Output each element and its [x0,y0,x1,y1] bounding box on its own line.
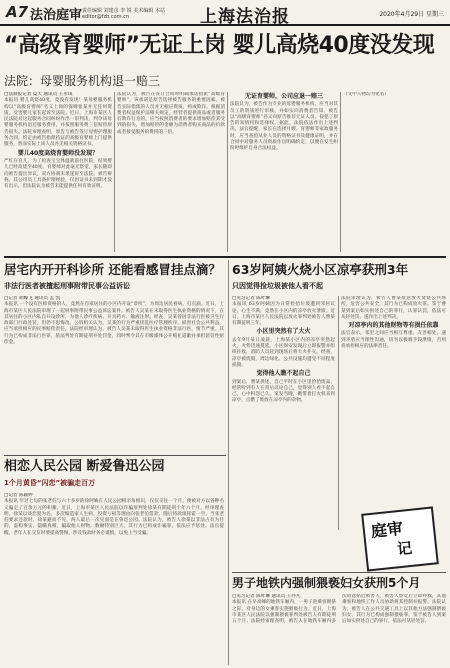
fire-body-e: 法官表示，邻里之间应当相互尊重、友善相处，遇到矛盾应当理性沟通，切勿以极端手段泄愤，否则将承担相应的法律责任。 [341,331,446,350]
lead-column-2 [117,92,225,252]
column-divider [114,92,115,252]
lead-note: （文中人物均为化名） [343,92,389,97]
column-divider [228,260,229,665]
fire-column-2 [341,296,446,508]
metro-body [232,594,446,665]
clinic-headline: 居宅内开开科诊所 还能看感冒挂点滴？ [4,262,221,277]
stamp-text: 庭审 [370,518,404,541]
column-stamp-logo [361,506,439,571]
section-divider [232,572,446,573]
elder-byline: □记者 陈颖婷 [4,493,33,498]
lead-body-d: 法院认为，被告作为专业的母婴服务机构，应当对其员工的资质进行审核，并如实向消费者告知。被告以“高级育婴师”名义向原告推荐无证人员，侵犯了原告的知情权和选择权。据此，法院依法作出上述判决。法官提醒，家长在选择月嫂、育婴师等家政服务时，应当查验从业人员的资格证书及健康证明，并在合同中对服务人员资质作出明确约定，以便在发生纠纷时维护自身合法权益。 [230,102,338,152]
clinic-subheadline: 非法行医者被擅起刑事附带民事公益诉讼 [4,282,130,290]
section-title: 法治庭审 [30,8,83,23]
fire-subheadline: 只因觉得捡垃圾被他人看不起 [232,282,323,290]
fire-subhead-a: 小区里突然有了大火 [256,328,311,336]
fire-body-c: 到案后，曹某供述，自己平时在小区里捡拾废品，经常听到有人在背后议论自己，觉得别人看不起自己，心中积怨已久。案发当晚，她带着打火机来到凉亭，点燃了堆放在凉亭内的杂物。 [232,379,335,404]
lead-body-a: 本报讯 婴儿高烧40度，竟没有发现！某母婴服务机构以“高级育婴师”名义上岗的保姆张某并无任何资质。受害婴儿家长起诉至法院。近日，上海市某区人民法院对这起服务合同纠纷作出一审判决，判令该母婴服务机构退还服务费用，并按照服务费三倍赔偿原告损失。法院审理查明，原告与被告签订母婴护理服务合同，约定由被告指派持证的高级育婴师上门提供服务，然而实际上岗人员并无相关资格证书。 [4,98,112,148]
metro-headline: 男子地铁内强制猥亵妇女获刑5个月 [232,576,421,590]
column-divider [227,92,228,252]
lead-headline: “高级育婴师”无证上岗 婴儿高烧40度没发现 [4,33,435,58]
lead-body-b: 严红在育儿、为了检查宝宝体温就前往医院，结果婴儿已经高烧至40度。育婴师对此毫无察觉，家长随即向被告提出异议，双方协商未果遂诉至法院。被告辩称，其公司员工具备护理经验，仅因证书未到期才没有出示，但法院认为被告未能提供任何有效证明。 [4,158,112,190]
fire-body-b: 去年9月某日凌晨，上海某小区内的凉亭突然起火，火势迅速蔓延。小区保安发现后立即报警并组织扑救，消防人员赶到现场后将大火扑灭。经查，凉亭被烧毁，周边绿化、公共设施均遭受不同程度损毁。 [232,337,335,368]
newspaper-masthead: 上海法治报 [200,7,290,27]
lead-column-4 [343,92,446,252]
lead-body-c: 法院认为，被告在签订合同时明确承诺指派“高级育婴师”，该承诺是原告选择被告服务的重要因素。被告实际指派的人员并无相应资质，构成欺诈。根据消费者权益保护法相关规定，经营者提供商品或者服务有欺诈行为的，应当按照消费者的要求增加赔偿其受到的损失，增加赔偿的金额为消费者购买商品的价款或者接受服务的费用的三倍。 [117,92,225,135]
column-divider [340,92,341,252]
fire-subhead-b: 觉得他人瞧不起自己 [256,370,311,378]
clinic-body [4,296,224,452]
elder-text: 本报讯 年过七旬的张老伯与六十多岁的徐阿姨在人民公园相亲角相识，仅仅交往一个月，便被对方以各种名义骗走了百余万元的积蓄。近日，上海市某区人民法院以诈骗罪判处徐某有期徒刑十年六个月。经审理查明，徐某以谈恋爱为名，多次编造家人生病、投资亏损等理由向张老伯借款，随后将款项挥霍一空。当张老伯要求还款时，徐某避而不见，两人最后一次见面是在鲁迅公园。法院认为，被告人徐某以非法占有为目的，虚构事实、隐瞒真相，骗取他人财物，数额特别巨大，其行为已构成诈骗罪，依法应予惩处。法官提醒，老年人在交友时要提高警惕，涉及钱款时务必谨慎，以免上当受骗。 [4,499,224,536]
fire-byline: □见习记者 陈叶琳 [232,296,270,301]
fire-column-1 [232,296,335,530]
section-divider [4,256,446,258]
column-divider [338,296,339,530]
metro-text: 本报讯 在早高峰的地铁车厢内，一男子趁乘客拥挤之际，对身边的女乘客实施猥亵行为。近日，上海市某区人民法院以强制猥亵罪判处被告人有期徒刑五个月。法院经审理查明，被告人在地铁车厢内多次故意贴近被害人，被害人察觉后立即呼救，其他乘客和地铁工作人员协助将其控制并报警。法院认为，被告人在公共交通工具上以其他方法强制猥亵妇女，其行为已构成强制猥亵罪。鉴于被告人到案后如实供述自己的罪行，依法可从轻处罚。 [232,594,446,625]
fire-body-a: 本报讯 63岁阿姨因为日常捡拾垃圾遭到邻居议论，心生不满，竟然在小区内的凉亭放火泄愤。近日，上海市某区人民法院以放火罪判处被告人曹某有期徒刑三年。 [232,302,335,327]
lead-subhead-b: 无证育婴师，公司应退一赔三 [244,93,323,100]
elder-body [4,493,224,665]
elder-subheadline: 1个月黄昏“闪恋”被骗走百万 [4,479,96,487]
clinic-byline: □记者 胡蝶飞 通讯员 孟 凯 [4,296,61,301]
stamp-text: 记 [396,538,413,559]
editor-info: 责任编辑 刘建彦 李 锐 美术编辑 本站 editor@fzb.com.cn [82,8,165,20]
clinic-text: 本报讯 一个没有医师资格的人，竟然在自家居住的小区内开设“诊所”，为周边居民看病、打点滴。近日，上海市某区人民法院审理了一起刑事附带民事公益诉讼案件。被告人吴某在未取得医生执业资格的情况下，在其居住的小区内私自开设诊所，为他人诊疗疾病、开具药方、输液注射。经查，吴某曾因非法行医被卫生行政部门行政处罚，但仍不思悔改。公诉机关认为，吴某的行为严重扰乱医疗管理秩序，损害社会公共利益，应当承担相应的民事赔偿责任。法院经审理认为，被告人吴某未取得医生执业资格非法行医，情节严重，其行为已构成非法行医罪，依法判处有期徒刑并处罚金，同时判令其在市级媒体公开赔礼道歉并承担惩罚性赔偿金。 [4,302,224,346]
lead-column-3 [230,92,338,252]
lead-subheadline: 法院：母婴服务机构退一赔三 [4,74,161,88]
elder-headline: 相恋人民公园 断爱鲁迅公园 [4,459,165,474]
fire-subhead-c: 对凉亭内的其他财物等有损任依靠 [348,322,439,330]
page-number: A7 [6,3,29,21]
fire-headline: 63岁阿姨火烧小区凉亭获刑3年 [232,262,409,277]
lead-subhead-a: 婴儿40度高烧育婴师没发现？ [17,149,99,157]
fire-body-d: 法院审理认为，被告人曹某故意放火焚烧公共场所，危害公共安全，其行为已构成放火罪。鉴于曹某到案后如实供述自己的罪行，认罪认罚，依法可从轻处罚，遂作出上述判决。 [341,296,446,320]
page-header [0,0,450,26]
lead-byline: □法制报记者 夏天 通讯员 王永琪 [4,92,73,97]
metro-byline: □见习记者 陈叶琳 通讯员 王亦凡 [232,594,301,599]
section-divider [4,455,226,456]
lead-column-1 [4,92,112,252]
issue-date: 2020年4月29日 星期三 [379,11,444,18]
